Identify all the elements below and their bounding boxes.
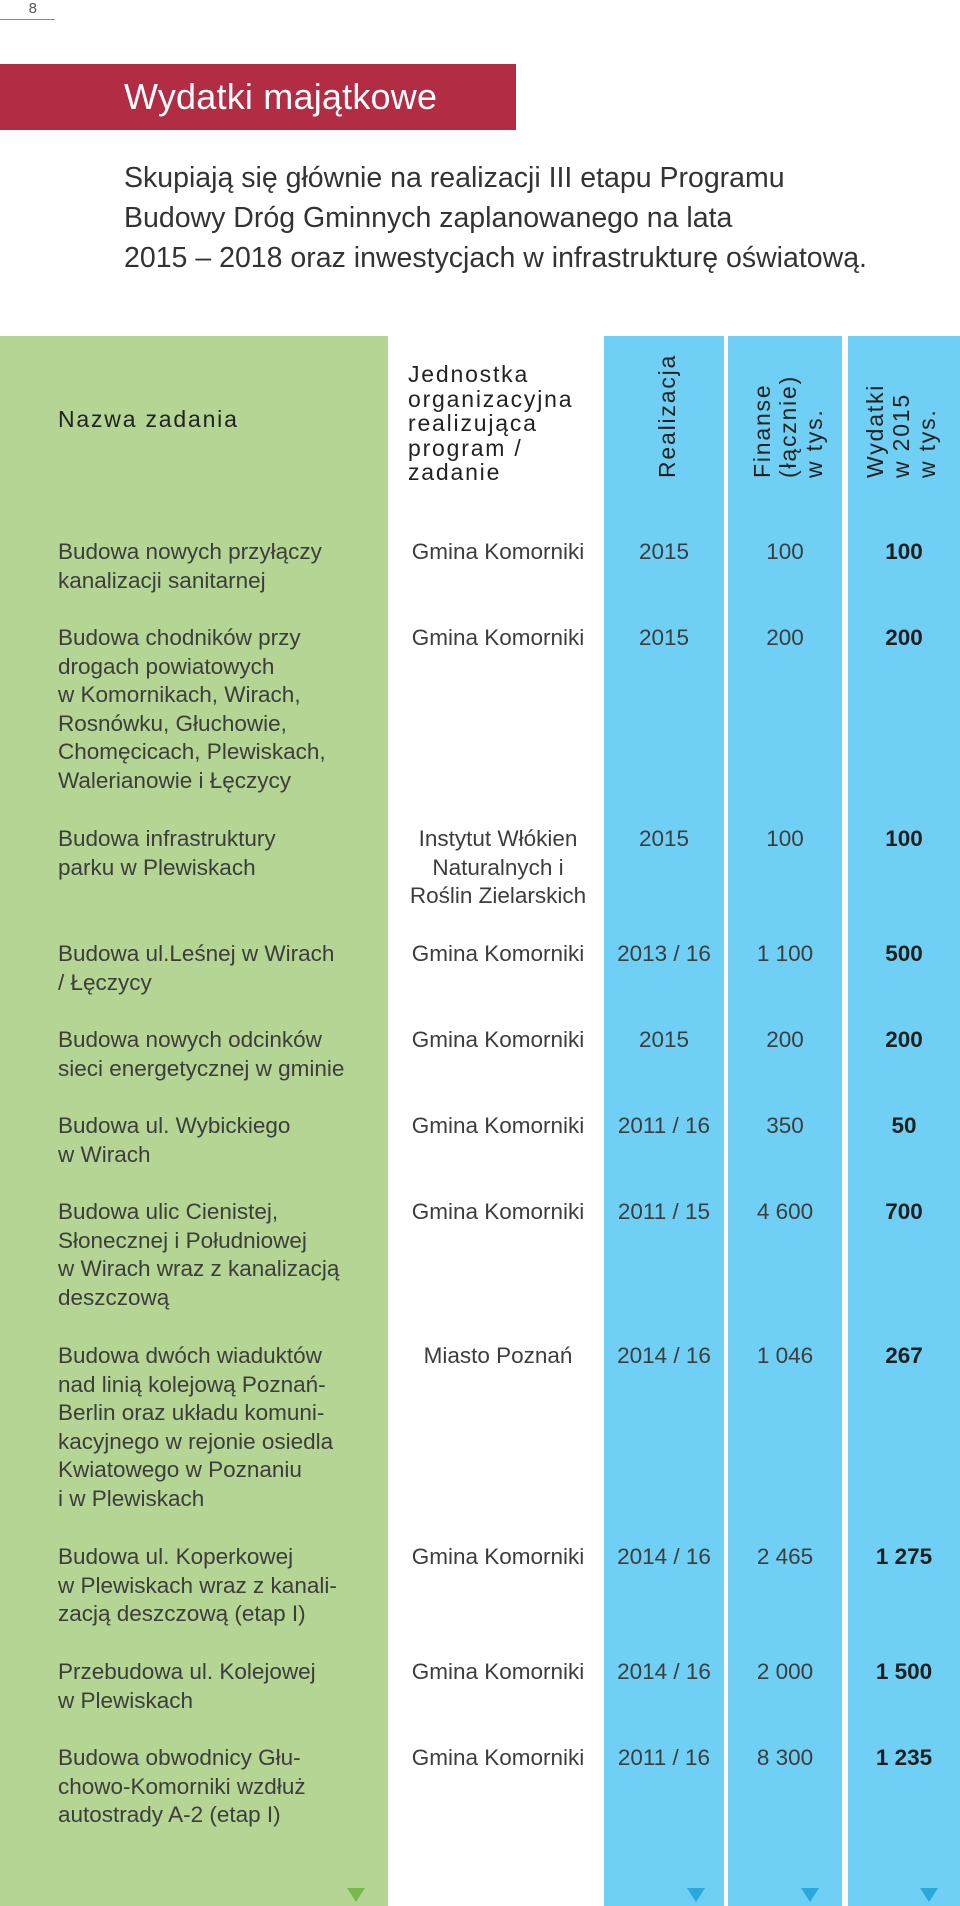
task-realization: 2015 <box>638 826 690 851</box>
header-line: Wydatki <box>862 383 888 478</box>
down-arrow-icon <box>801 1888 819 1902</box>
header-line: organizacyjna <box>408 385 574 412</box>
task-realization: 2011 / 16 <box>617 1113 711 1138</box>
task-expenses: 1 235 <box>875 1745 933 1770</box>
intro-line: 2015 – 2018 oraz inwestycjach w infrastrukturę oświatową. <box>124 242 867 274</box>
task-expenses: 700 <box>885 1199 923 1224</box>
task-expenses: 50 <box>891 1113 917 1138</box>
task-realization: 2015 <box>638 539 690 564</box>
task-name: Budowa nowych przyłączy kanalizacji sanitarnej <box>58 539 322 593</box>
task-name: Budowa obwodnicy Głu- chowo-Komorniki wzdłuż autostrady A-2 (etap I) <box>58 1745 306 1827</box>
task-name: Budowa chodników przy drogach powiatowych w Komornikach, Wirach, Rosnówku, Głuchowie, Chomęcicach, Plewiskach, Walerianowie i Łęczycy <box>58 625 326 793</box>
task-name: Budowa ul. Wybickiego w Wirach <box>58 1113 291 1167</box>
header-line: Finanse <box>749 383 775 478</box>
task-unit: Gmina Komorniki <box>411 1745 585 1770</box>
task-expenses: 200 <box>885 625 923 650</box>
task-finance: 200 <box>766 625 804 650</box>
task-expenses: 500 <box>885 941 923 966</box>
header-line: w 2015 <box>888 393 914 478</box>
task-unit: Gmina Komorniki <box>411 1659 585 1684</box>
header-line: zadanie <box>408 459 502 485</box>
section-title: Wydatki majątkowe <box>0 64 516 130</box>
header-line: Jednostka <box>408 361 530 387</box>
task-name: Budowa infrastruktury parku w Plewiskach <box>58 826 276 880</box>
task-realization: 2015 <box>638 625 690 650</box>
task-realization: 2011 / 16 <box>617 1745 711 1770</box>
task-expenses: 1 500 <box>875 1659 933 1684</box>
header-expenses-2015 <box>862 384 940 478</box>
intro-paragraph <box>124 158 884 278</box>
header-line: (łącznie) <box>775 374 801 478</box>
down-arrow-icon <box>920 1888 938 1902</box>
task-finance: 1 100 <box>756 941 814 966</box>
task-expenses: 100 <box>885 826 923 851</box>
task-finance: 1 046 <box>756 1343 814 1368</box>
header-line: program / <box>408 434 523 461</box>
task-finance: 100 <box>766 826 804 851</box>
task-name: Budowa dwóch wiaduktów nad linią kolejową Poznań- Berlin oraz układu komuni- kacyjnego w rejonie osiedla Kwiatowego w Poznaniu i w Plewiskach <box>58 1343 334 1511</box>
down-arrow-icon <box>687 1888 705 1902</box>
task-realization: 2014 / 16 <box>617 1659 711 1684</box>
header-line: realizująca <box>408 410 538 436</box>
task-finance: 2 465 <box>756 1544 814 1569</box>
task-realization: 2011 / 15 <box>617 1199 711 1224</box>
task-unit: Gmina Komorniki <box>411 941 585 966</box>
task-finance: 200 <box>766 1027 804 1052</box>
header-line: w tys. <box>801 408 827 478</box>
header-realization: Realizacja <box>654 353 680 478</box>
task-unit: Gmina Komorniki <box>411 1199 585 1224</box>
task-realization: 2013 / 16 <box>617 941 711 966</box>
task-unit: Gmina Komorniki <box>411 1113 585 1138</box>
task-finance: 8 300 <box>756 1745 814 1770</box>
task-name: Budowa ul. Koperkowej w Plewiskach wraz z kanali- zacją deszczową (etap I) <box>58 1544 337 1626</box>
intro-line: Skupiają się głównie na realizacji III etapu Programu <box>124 162 785 194</box>
task-unit: Gmina Komorniki <box>411 1544 585 1569</box>
task-finance: 4 600 <box>756 1199 814 1224</box>
task-unit: Gmina Komorniki <box>411 1027 585 1052</box>
task-unit: Gmina Komorniki <box>411 539 585 564</box>
intro-line: Budowy Dróg Gminnych zaplanowanego na lata <box>124 202 733 234</box>
header-finance <box>749 375 827 478</box>
task-name: Przebudowa ul. Kolejowej w Plewiskach <box>58 1659 316 1713</box>
task-unit: Instytut Włókien Naturalnych i Roślin Zielarskich <box>409 826 587 908</box>
task-realization: 2014 / 16 <box>617 1343 711 1368</box>
task-realization: 2015 <box>638 1027 690 1052</box>
task-unit: Miasto Poznań <box>423 1343 573 1368</box>
task-expenses: 1 275 <box>875 1544 933 1569</box>
header-line: w tys. <box>914 408 940 478</box>
task-expenses: 200 <box>885 1027 923 1052</box>
task-finance: 350 <box>766 1113 804 1138</box>
task-unit: Gmina Komorniki <box>411 625 585 650</box>
task-name: Budowa nowych odcinków sieci energetycznej w gminie <box>58 1027 345 1081</box>
down-arrow-icon <box>347 1888 365 1902</box>
page-number: 8 <box>0 0 55 20</box>
task-finance: 2 000 <box>756 1659 814 1684</box>
task-realization: 2014 / 16 <box>617 1544 711 1569</box>
task-expenses: 100 <box>885 539 923 564</box>
header-organizational-unit <box>408 362 598 485</box>
task-finance: 100 <box>766 539 804 564</box>
task-name: Budowa ulic Cienistej, Słonecznej i Południowej w Wirach wraz z kanalizacją deszczową <box>58 1199 340 1310</box>
task-expenses: 267 <box>885 1343 923 1368</box>
task-name: Budowa ul.Leśnej w Wirach / Łęczycy <box>58 941 335 995</box>
header-task-name: Nazwa zadania <box>58 406 239 432</box>
